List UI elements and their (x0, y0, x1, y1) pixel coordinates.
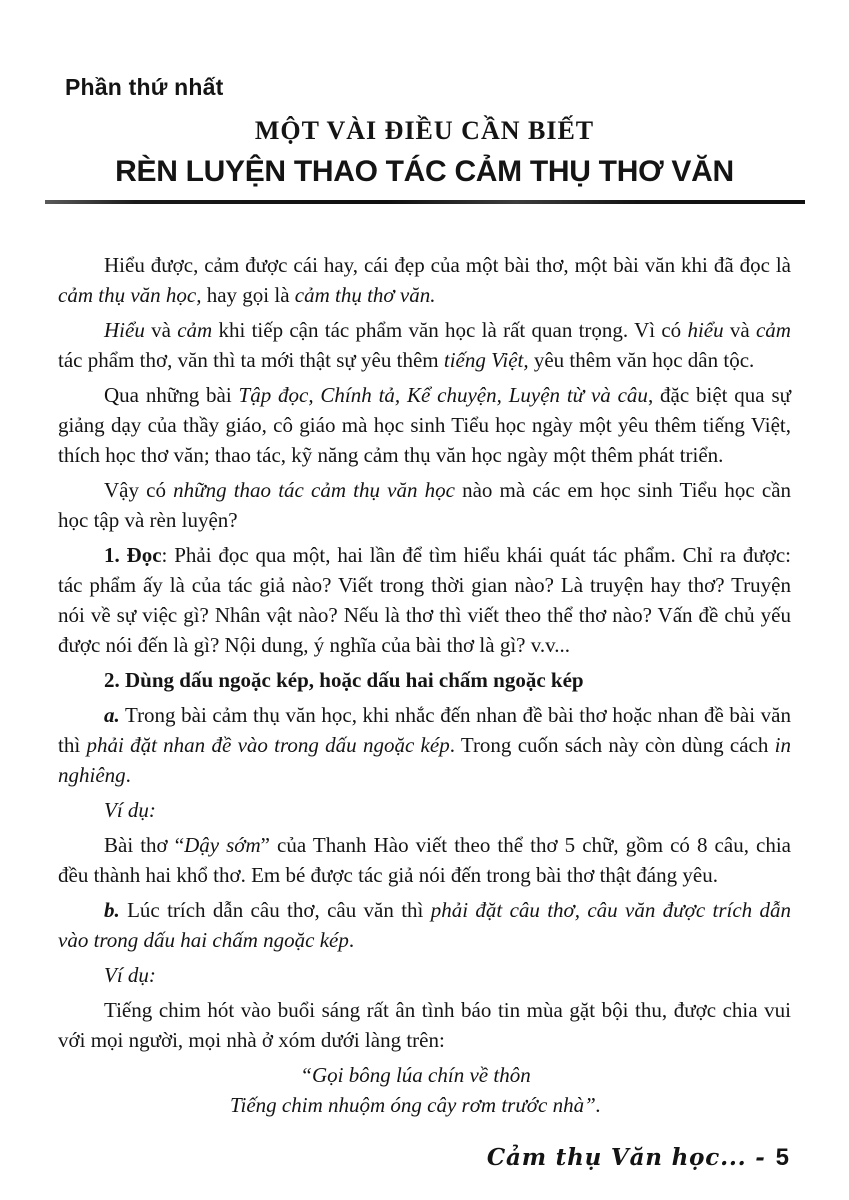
text-run: cảm thụ thơ văn. (294, 283, 436, 307)
text-run: : Phải đọc qua một, hai lần để tìm hiểu khái quát tác phẩm. Chỉ ra được: tác phẩm ấy là của tác giả nào? Viết trong thời gian nào? Là truyện hay thơ? Truyện nói về sự việc gì? Nhân vật nào? Nếu là thơ thì viết theo thể thơ nào? Vấn đề chủ yếu được nói đến là gì? Nội dung, ý nghĩa của bài thơ là gì? v.v... (58, 543, 791, 657)
text-run: Qua những bài (104, 383, 239, 407)
text-run: tác phẩm thơ, văn thì ta mới thật sự yêu thêm (58, 348, 444, 372)
paragraph (58, 995, 791, 1055)
text-run: và (723, 318, 756, 342)
text-run: Hiểu (104, 318, 145, 342)
paragraph (58, 960, 791, 990)
text-run: yêu thêm văn học dân tộc. (528, 348, 755, 372)
verse-quote (58, 1060, 773, 1120)
text-run: và (144, 318, 178, 342)
page-body (58, 250, 791, 1120)
text-run: 2. Dùng dấu ngoặc kép, hoặc dấu hai chấm ngoặc kép (104, 668, 584, 692)
text-run: nào mà các em học sinh Tiểu học cần học tập và rèn luyện? (58, 478, 792, 532)
footer-book-title: Cảm thụ Văn học... - (486, 1144, 766, 1171)
footer-page-number: 5 (775, 1144, 789, 1171)
text-run: . (348, 928, 355, 952)
text-run: . (125, 763, 131, 787)
text-run: ” của Thanh Hào viết theo thể thơ 5 chữ, gồm có 8 câu, chia đều thành hai khổ thơ. Em bé được tác giả nói đến trong bài thơ thật đáng yêu. (58, 833, 791, 887)
text-run: Ví dụ: (104, 963, 156, 987)
title-divider (45, 200, 805, 204)
text-run: , đặc biệt qua sự giảng dạy của thầy giáo, cô giáo mà học sinh Tiểu học ngày một yêu thêm tiếng Việt, thích học thơ văn; thao tác, kỹ năng cảm thụ văn học ngày một thêm phát triển. (58, 383, 792, 467)
section-label: Phần thứ nhất (65, 74, 224, 100)
text-run: Lúc trích dẫn câu thơ, câu văn thì (119, 898, 431, 922)
verse-line: Tiếng chim nhuộm óng cây rơm trước nhà”. (229, 1093, 602, 1117)
text-run: Ví dụ: (104, 798, 156, 822)
paragraph (58, 380, 791, 470)
text-run: khi tiếp cận tác phẩm văn học là rất quan trọng. Vì có (212, 318, 688, 342)
text-run: in nghiêng (58, 733, 791, 787)
paragraph (58, 895, 791, 955)
text-run: phải đặt câu thơ, câu văn được trích dẫn vào trong dấu hai chấm ngoặc kép (58, 898, 791, 952)
verse-line: “Gọi bông lúa chín về thôn (300, 1063, 531, 1087)
page-title: MỘT VÀI ĐIỀU CẦN BIẾT (254, 116, 595, 145)
text-run: cảm thụ văn học, (58, 283, 202, 307)
text-run: . Trong cuốn sách này còn dùng cách (449, 733, 775, 757)
text-run: Trong bài cảm thụ văn học, khi nhắc đến nhan đề bài thơ hoặc nhan đề bài văn thì (58, 703, 791, 757)
page-footer (58, 1144, 791, 1172)
page-subtitle: RÈN LUYỆN THAO TÁC CẢM THỤ THƠ VĂN (115, 155, 734, 188)
text-run: cảm (177, 318, 213, 342)
paragraph (58, 700, 791, 790)
text-run: hiểu (687, 318, 724, 342)
paragraph (58, 475, 791, 535)
text-run: Dậy sớm (184, 833, 261, 857)
paragraph (58, 250, 791, 310)
paragraph (58, 830, 791, 890)
paragraph (58, 795, 791, 825)
text-run: b. (104, 898, 120, 922)
paragraph (58, 540, 791, 660)
text-run: Bài thơ “ (104, 833, 185, 857)
text-run: phải đặt nhan đề vào trong dấu ngoặc kép (86, 733, 450, 757)
text-run: cảm (755, 318, 791, 342)
text-run: Tập đọc, Chính tả, Kể chuyện, Luyện từ và câu (238, 383, 648, 407)
text-run: tiếng Việt, (443, 348, 529, 372)
text-run: hay gọi là (201, 283, 295, 307)
paragraph (58, 665, 791, 695)
text-run: Vậy có (104, 478, 174, 502)
text-run: a. (104, 703, 120, 727)
text-run: những thao tác cảm thụ văn học (173, 478, 455, 502)
text-run: Hiểu được, cảm được cái hay, cái đẹp của một bài thơ, một bài văn khi đã đọc là (104, 253, 791, 277)
text-run: 1. Đọc (104, 543, 162, 567)
text-run: Tiếng chim hót vào buổi sáng rất ân tình báo tin mùa gặt bội thu, được chia vui với mọi người, mọi nhà ở xóm dưới làng trên: (58, 998, 791, 1052)
paragraph (58, 315, 791, 375)
